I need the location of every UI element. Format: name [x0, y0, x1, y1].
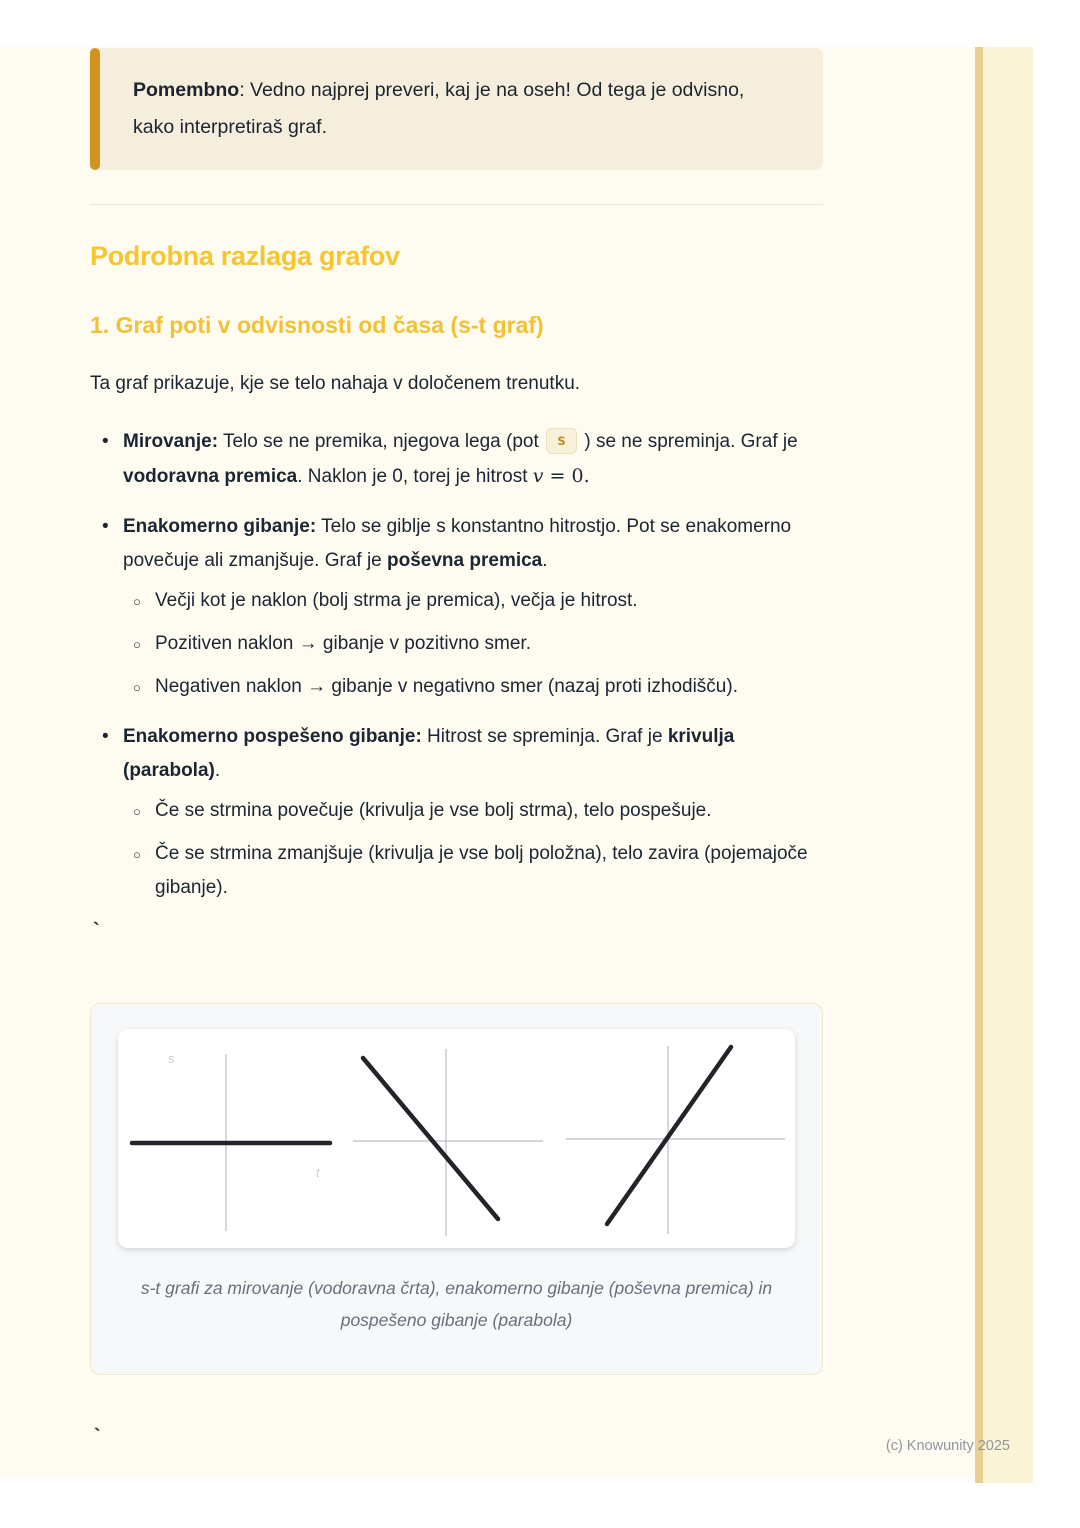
item-text: Telo se giblje s konstantno hitrostjo. Pot se enakomerno povečuje ali zmanjšuje. Graf je: [123, 516, 792, 571]
page-edge-yellow-strip: [983, 47, 1033, 1483]
section-divider: [90, 204, 823, 205]
callout-accent-bar: [90, 48, 100, 170]
stray-backtick: `: [93, 920, 100, 942]
explanation-list: [90, 425, 823, 905]
item-text: .: [542, 550, 548, 571]
copyright-credit: (c) Knowunity 2025: [885, 1438, 1010, 1454]
list-item-enakomerno-gibanje: [90, 510, 823, 704]
sub-list-item: ○ Če se strmina zmanjšuje (krivulja je vse bolj položna), telo zavira (pojemajoče gibanje).: [123, 837, 823, 905]
item-label: Enakomerno pospešeno gibanje:: [123, 726, 422, 747]
sub-list-item: ○ Negativen naklon → gibanje v negativno smer (nazaj proti izhodišču).: [123, 670, 823, 704]
item-bold: vodoravna premica: [123, 466, 298, 487]
sub-list-item: ○ Pozitiven naklon → gibanje v pozitivno smer.: [123, 627, 823, 661]
item-label: Mirovanje:: [123, 431, 219, 452]
section-heading: Podrobna razlaga grafov: [90, 241, 400, 271]
list-item-pospeseno-gibanje: [90, 720, 823, 905]
list-item-mirovanje: [90, 425, 823, 494]
item-label: Enakomerno gibanje:: [123, 516, 317, 537]
item-text: Telo se ne premika, njegova lega (pot: [218, 431, 545, 452]
document-content: [90, 48, 823, 1447]
item-text: ) se ne spreminja. Graf je: [579, 431, 798, 452]
callout-body: : Vedno najprej preveri, kaj je na oseh! Od tega je odvisno, kako interpretiraš graf.: [133, 79, 745, 138]
callout-label: Pomembno: [133, 79, 240, 101]
sub-list: [123, 584, 823, 704]
graph1-t-axis-label: t: [316, 1165, 320, 1180]
graph2-negative-slope-line: [363, 1058, 498, 1219]
graphs-image: [118, 1029, 795, 1248]
figure-caption: s-t grafi za mirovanje (vodoravna črta), enakomerno gibanje (poševna premica) in pospešeno gibanje (parabola): [140, 1278, 773, 1330]
math-expression: = 0.: [543, 465, 590, 487]
graph3-positive-slope-line: [607, 1047, 731, 1224]
s-variable-chip: s: [546, 428, 577, 454]
math-variable-v: v: [532, 465, 544, 487]
item-text: . Naklon je 0, torej je hitrost: [297, 466, 533, 487]
important-callout: [90, 48, 823, 170]
sub-list-item: ○ Če se strmina povečuje (krivulja je vse bolj strma), telo pospešuje.: [123, 794, 823, 828]
page-edge-gold-line: [975, 47, 983, 1483]
subsection-heading: 1. Graf poti v odvisnosti od časa (s-t graf): [90, 312, 544, 338]
s-t-graphs-illustration: [118, 1029, 795, 1248]
stray-backtick: `: [94, 1426, 101, 1448]
item-bold: krivulja (parabola): [123, 726, 735, 781]
intro-paragraph: Ta graf prikazuje, kje se telo nahaja v določenem trenutku.: [90, 373, 581, 394]
item-text: .: [214, 760, 221, 781]
item-bold: poševna premica: [387, 550, 543, 571]
callout-text: [133, 72, 783, 146]
sub-list: [123, 794, 823, 905]
graph1-s-axis-label: s: [168, 1051, 175, 1066]
figure-card: [90, 1003, 823, 1375]
sub-list-item: ○ Večji kot je naklon (bolj strma je premica), večja je hitrost.: [123, 584, 823, 618]
item-text: Hitrost se spreminja. Graf je: [421, 726, 668, 747]
